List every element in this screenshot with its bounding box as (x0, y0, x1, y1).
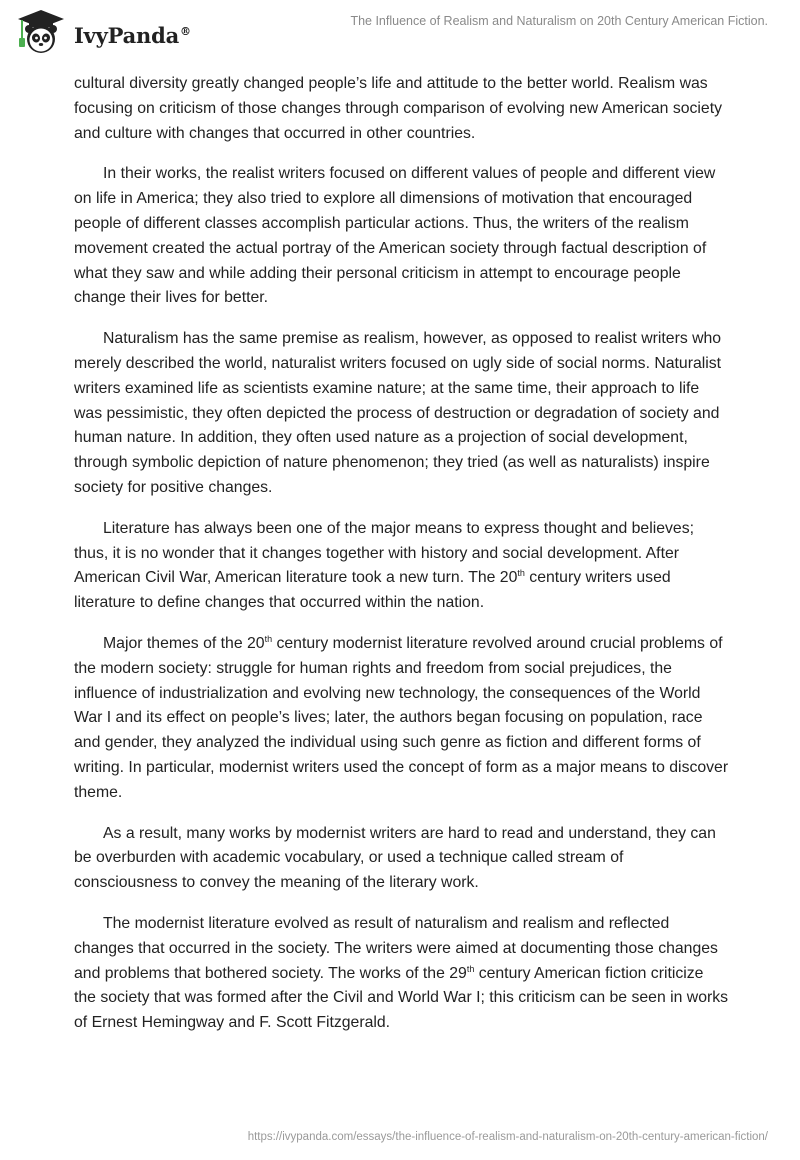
logo-name: IvyPanda (74, 22, 180, 48)
registered-mark: ® (180, 24, 191, 38)
paragraph-7-text-a: The modernist literature evolved as result of naturalism and realism and reflected changes that occurred in the society. The writers were aimed at documenting those changes and problems that bothered society. The works of the 29 (74, 914, 718, 982)
page-header (0, 0, 800, 64)
paragraph-4-text-a: Literature has always been one of the major means to express thought and believes; thus, it is no wonder that it changes together with history and social development. After American Civil War, American literature took a new turn. The 20 (74, 519, 694, 587)
logo-wordmark (74, 23, 191, 48)
paragraph-5-text-a: Major themes of the 20 (103, 634, 265, 652)
source-url-link[interactable]: https://ivypanda.com/essays/the-influence-of-realism-and-naturalism-on-20th-century-american-fiction/ (247, 1131, 768, 1143)
paragraph-3: Naturalism has the same premise as realism, however, as opposed to realist writers who merely described the world, naturalist writers focused on ugly side of social norms. Naturalist writers examined life as scientists examine nature; at the same time, their approach to life was pessimistic, they often depicted the process of destruction or degradation of society and human nature. In addition, they often used nature as a projection of social development, through symbolic depiction of nature phenomenon; they tried (as well as naturalists) inspire society for positive changes. (74, 330, 722, 496)
paragraph-6: As a result, many works by modernist writers are hard to read and understand, they can be overburden with academic vocabulary, or used a technique called stream of consciousness to convey the meaning of the literary work. (74, 824, 716, 892)
essay-body (74, 72, 729, 1052)
paragraph-4-text-b: century writers used literature to define changes that occurred within the nation. (74, 569, 671, 612)
panda-graduation-cap-icon (14, 8, 68, 58)
paragraph-2: In their works, the realist writers focused on different values of people and different view on life in America; they also tried to explore all dimensions of motivation that encouraged people of different classes accomplish particular actions. Thus, the writers of the realism movement created the actual portray of the American society through factual description of what they saw and while adding their personal criticism in attempt to encourage people change their lives for better. (74, 165, 716, 307)
ordinal-suffix: th (466, 963, 475, 974)
ordinal-suffix: th (517, 568, 525, 579)
paragraph-5-text-b: century modernist literature revolved around crucial problems of the modern society: struggle for human rights and freedom from social prejudices, the influence of industrialization and evolving new technology, the consequences of the World War I and its effect on people’s lives; later, the authors began focusing on population, race and gender, they analyzed the individual using such genre as fiction and different forms of writing. In particular, modernist writers used the concept of form as a major means to discover theme. (74, 634, 729, 801)
paragraph-7-text-b: century American fiction criticize the society that was formed after the Civil and World War I; this criticism can be seen in works of Ernest Hemingway and F. Scott Fitzgerald. (74, 964, 729, 1032)
paragraph-1: cultural diversity greatly changed people’s life and attitude to the better world. Realism was focusing on criticism of those changes through comparison of evolving new American society and culture with changes that occurred in other countries. (74, 75, 723, 142)
ivypanda-logo[interactable] (14, 8, 191, 58)
paragraph-4 (74, 517, 729, 616)
paragraph-5 (74, 632, 729, 806)
document-title: The Influence of Realism and Naturalism on 20th Century American Fiction. (350, 14, 768, 28)
ordinal-suffix: th (264, 633, 273, 644)
paragraph-7 (74, 912, 729, 1036)
